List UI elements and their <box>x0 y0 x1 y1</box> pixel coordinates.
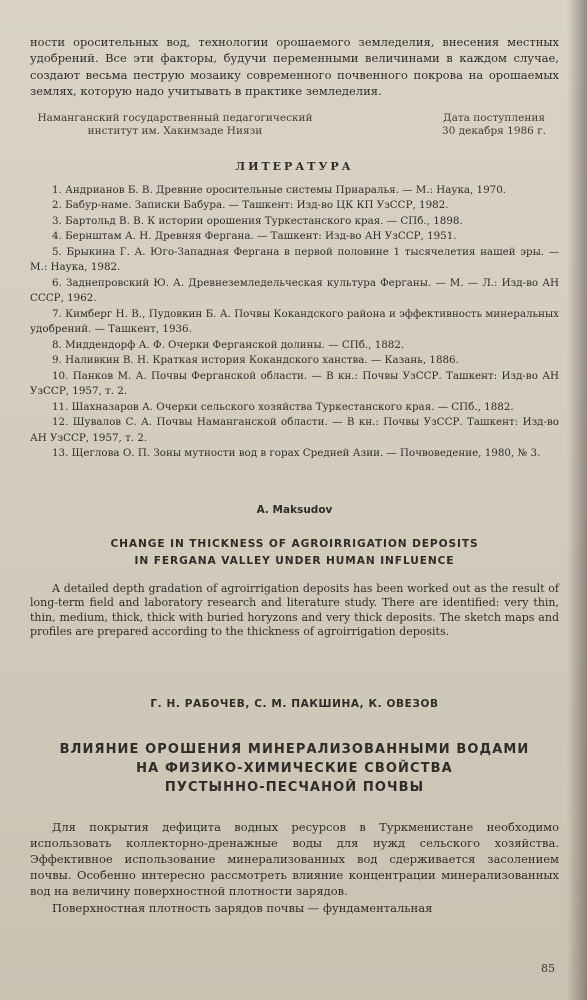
reference-item: 8. Миддендорф А. Ф. Очерки Ферганской долины. — СПб., 1882. <box>52 338 405 351</box>
reference-item: 7. Кимберг Н. В., Пудовкин Б. А. Почвы Кокандского района и эффективность минеральных удобрений. — Ташкент, 1936. <box>30 307 559 336</box>
russian-title-line-1: ВЛИЯНИЕ ОРОШЕНИЯ МИНЕРАЛИЗОВАННЫМИ ВОДАМИ <box>59 741 530 757</box>
reference-item: 10. Панков М. А. Почвы Ферганской области. — В кн.: Почвы УзССР. Ташкент: Изд-во АН УзССР, 1957, т. 2. <box>30 369 559 398</box>
reference-item: 12. Шувалов С. А. Почвы Наманганской области. — В кн.: Почвы УзССР. Ташкент: Изд-во АН УзССР, 1957, т. 2. <box>30 416 559 444</box>
english-title-line-2: IN FERGANA VALLEY UNDER HUMAN INFLUENCE <box>134 554 455 567</box>
received-date-value: 30 декабря 1986 г. <box>441 124 547 137</box>
russian-title <box>30 740 559 797</box>
reference-list <box>30 183 559 462</box>
received-date-label: Дата поступления <box>443 111 545 124</box>
page-edge-shadow <box>567 0 587 1000</box>
affiliation <box>30 112 320 138</box>
reference-item: 13. Щеглова О. П. Зоны мутности вод в горах Средней Азии. — Почвоведение, 1980, № 3. <box>52 447 541 460</box>
reference-item: 6. Заднепровский Ю. А. Древнеземледельческая культура Ферганы. — М. — Л.: Изд-во АН СССР, 1962. <box>30 276 559 305</box>
continued-paragraph: ности оросительных вод, технологии орошаемого земледелия, внесения местных удобрений. Все эти факторы, будучи переменными величинами в каждом случае, создают весьма пеструю мозаику современного почвенного покрова на орошаемых землях, которую надо учитывать в практике земледелия. <box>30 35 559 99</box>
reference-item: 3. Бартольд В. В. К истории орошения Туркестанского края. — СПб., 1898. <box>52 214 463 227</box>
literature-heading: ЛИТЕРАТУРА <box>235 159 354 173</box>
reference-item: 11. Шахназаров А. Очерки сельского хозяйства Туркестанского края. — СПб., 1882. <box>52 400 514 413</box>
affiliation-line-2: институт им. Хакимзаде Ниязи <box>87 124 263 137</box>
reference-item: 4. Бернштам А. Н. Древняя Фергана. — Ташкент: Изд-во АН УзССР, 1951. <box>52 230 457 243</box>
english-author: A. Maksudov <box>256 503 333 516</box>
affiliation-line-1: Наманганский государственный педагогический <box>37 111 313 124</box>
russian-authors: Г. Н. РАБОЧЕВ, С. М. ПАКШИНА, К. ОВЕЗОВ <box>150 697 439 710</box>
russian-body-paragraph: Для покрытия дефицита водных ресурсов в Туркменистане необходимо использовать коллекторно-дренажные воды для нужд сельского хозяйства. Эффективное использование минерализованных вод сдерживается засолением почвы. Особенно интересно рассмотреть влияние концентрации минерализованных вод на величину поверхностной плотности зарядов. <box>30 819 559 899</box>
russian-body-paragraph: Поверхностная плотность зарядов почвы — фундаментальная <box>52 900 433 915</box>
reference-item: 9. Наливкин В. Н. Краткая история Кокандского ханства. — Казань, 1886. <box>52 354 459 367</box>
affiliation-row <box>30 112 559 138</box>
reference-item: 1. Андрианов Б. В. Древние оросительные системы Приаралья. — М.: Наука, 1970. <box>52 183 507 196</box>
page-number: 85 <box>541 962 555 975</box>
russian-title-line-3: ПУСТЫННО-ПЕСЧАНОЙ ПОЧВЫ <box>164 779 425 795</box>
english-title <box>30 536 559 570</box>
received-date <box>429 112 559 138</box>
reference-item: 2. Бабур-наме. Записки Бабура. — Ташкент: Изд-во ЦК КП УзССР, 1982. <box>52 199 449 212</box>
english-title-line-1: CHANGE IN THICKNESS OF AGROIRRIGATION DEPOSITS <box>110 537 479 550</box>
reference-item: 5. Брыкина Г. А. Юго-Западная Фергана в первой половине 1 тысячелетия нашей эры. — М.: Наука, 1982. <box>30 245 559 274</box>
english-abstract: A detailed depth gradation of agroirrigation deposits has been worked out as the result of long-term field and laboratory research and literature study. There are identified: very thin, thin, medium, thick, thick with buried horyzons and very thick deposits. The sketch maps and profiles are prepared according to the thickness of agroirrigation deposits. <box>30 581 559 639</box>
russian-title-line-2: НА ФИЗИКО-ХИМИЧЕСКИЕ СВОЙСТВА <box>136 760 453 776</box>
